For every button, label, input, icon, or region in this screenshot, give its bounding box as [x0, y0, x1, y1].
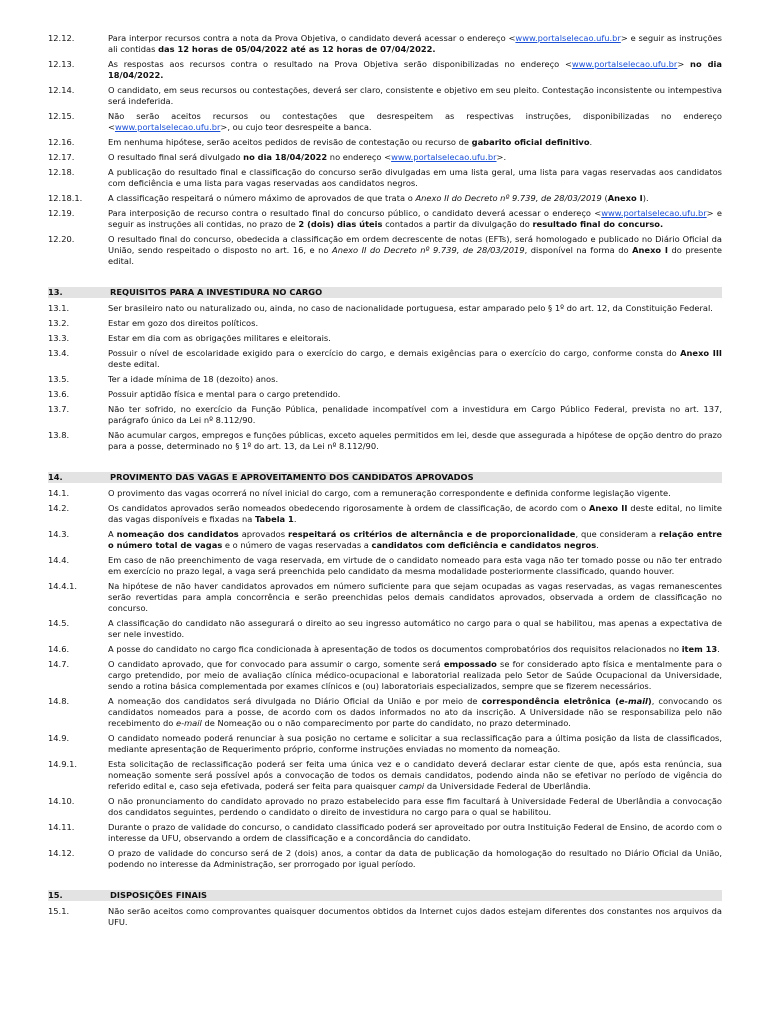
bold-text: 2 (dois) dias úteis: [298, 219, 383, 229]
clause-number: 12.18.: [48, 167, 75, 177]
clause-number: 13.4.: [48, 348, 70, 358]
clause-text: [108, 488, 722, 499]
portal-link[interactable]: www.portalselecao.ufu.br: [571, 59, 678, 69]
section-number: 13.: [48, 287, 63, 297]
bold-text: Anexo I: [607, 193, 643, 203]
clause-number: 14.3.: [48, 529, 70, 539]
bold-text: empossado: [443, 659, 497, 669]
clause-number: 12.14.: [48, 85, 75, 95]
text-run: contados a partir da divulgação do: [382, 219, 533, 229]
text-run: Não ter sofrido, no exercício da Função Pública, penalidade incompatível com a investidura em Cargo Público Federal, prevista no art. 137, parágrafo único da Lei nº 8.112/90.: [108, 404, 722, 425]
text-run: e o número de vagas reservadas a: [222, 540, 372, 550]
text-run: O candidato, em seus recursos ou contestações, deverá ser claro, consistente e objetivo em seu pleito. Contestação inconsistente ou intempestiva será indeferida.: [108, 85, 722, 106]
text-run: , convocando os candidatos nomeados para a posse, de acordo com os dados informados no ato da inscrição. A Universidade não se responsabiliza pelo não recebimento do: [108, 696, 722, 728]
clause-text: [108, 759, 722, 792]
clause-text: [108, 848, 722, 870]
text-run: deste edital.: [108, 359, 160, 369]
section-13-heading: [48, 287, 722, 298]
text-run: .: [293, 514, 297, 524]
clause-13-4: [48, 348, 722, 370]
clause-14-4-1: [48, 581, 722, 614]
text-run: , que consideram a: [575, 529, 660, 539]
text-run: do presente edital.: [108, 245, 723, 266]
section-number: 15.: [48, 890, 63, 900]
text-run: A: [108, 529, 117, 539]
text-run: Esta solicitação de reclassificação poderá ser feita uma única vez e o candidato deverá declarar estar ciente de que, após esta renúncia, sua nomeação somente será possível após a convocação de todos os demais candidatos, podendo ainda não se efetivar no período de vigência do referido edital e, caso seja efetivada, poderá ser feita para quaisquer: [108, 759, 722, 791]
clause-text: [108, 529, 722, 551]
text-run: O não pronunciamento do candidato aprovado no prazo estabelecido para esse fim facultará à Universidade Federal de Uberlândia a convocação dos candidatos seguintes, perdendo o candidato o direito de investidura no cargo para o qual se habilitou.: [108, 796, 722, 817]
clause-text: [108, 618, 722, 640]
clause-number: 13.7.: [48, 404, 70, 414]
clause-text: [108, 796, 722, 818]
clause-14-3: [48, 529, 722, 551]
clause-12-15: [48, 111, 722, 133]
text-run: Durante o prazo de validade do concurso, o candidato classificado poderá ser aproveitado por outra Instituição Federal de Ensino, de acordo com o interesse da UFU, observando a ordem de classificação e a concordância do candidato.: [108, 822, 722, 843]
clause-14-1: [48, 488, 722, 499]
clause-14-8: [48, 696, 722, 729]
clause-14-7: [48, 659, 722, 692]
bold-text: item 13: [681, 644, 718, 654]
portal-link[interactable]: www.portalselecao.ufu.br: [601, 208, 707, 218]
clause-text: [108, 33, 722, 55]
clause-13-8: [48, 430, 722, 452]
text-run: >, ou cujo teor desrespeite a banca.: [220, 122, 372, 132]
clause-text: [108, 581, 722, 614]
text-run: da Universidade Federal de Uberlândia.: [424, 781, 591, 791]
text-run: .: [717, 644, 720, 654]
clause-14-9: [48, 733, 722, 755]
text-run: Para interpor recursos contra a nota da Prova Objetiva, o candidato deverá acessar o endereço <: [108, 33, 516, 43]
section-15-heading: [48, 890, 722, 901]
clause-number: 14.9.: [48, 733, 70, 743]
text-run: O resultado final será divulgado: [108, 152, 244, 162]
clause-number: 14.10.: [48, 796, 75, 806]
clause-text: [108, 208, 722, 230]
text-run: A classificação do candidato não assegurará o direito ao seu ingresso automático no cargo para o qual se habilitou, mas apenas a expectativa de ser nele investido.: [108, 618, 722, 639]
clause-number: 14.4.1.: [48, 581, 78, 591]
text-run: A posse do candidato no cargo fica condicionada à apresentação de todos os documentos comprobatórios dos requisitos relacionados no: [108, 644, 682, 654]
text-run: Não acumular cargos, empregos e funções públicas, exceto aqueles permitidos em lei, desde que assegurada a hipótese de opção dentro do prazo para a posse, determinado no § 1º do art. 13, da Lei nº 8.112/90.: [108, 430, 722, 451]
section-14-items: [48, 488, 722, 870]
clause-number: 13.3.: [48, 333, 70, 343]
clause-13-3: [48, 333, 722, 344]
clause-number: 14.1.: [48, 488, 70, 498]
text-run: , disponível na forma do: [524, 245, 633, 255]
text-run: > e seguir as instruções ali contidas, no prazo de: [108, 208, 722, 229]
text-run: Não serão aceitos como comprovantes quaisquer documentos obtidos da Internet cujos dados estejam diferentes dos constantes nos arquivos da UFU.: [108, 906, 722, 927]
clause-13-6: [48, 389, 722, 400]
clause-14-4: [48, 555, 722, 577]
section-number: 14.: [48, 472, 63, 482]
text-run: O candidato nomeado poderá renunciar à sua posição no certame e solicitar a sua reclassificação para a última posição da lista de classificados, mediante apresentação de Requerimento próprio, conforme instruções enviadas no momento da nomeação.: [108, 733, 722, 754]
clause-text: [108, 503, 722, 525]
clause-number: 12.19.: [48, 208, 75, 218]
text-run: Estar em dia com as obrigações militares e eleitorais.: [108, 333, 331, 343]
clause-number: 12.18.1.: [48, 193, 83, 203]
clause-text: [108, 374, 722, 385]
clause-number: 12.12.: [48, 33, 75, 43]
clause-15-1: [48, 906, 722, 928]
clause-number: 14.5.: [48, 618, 70, 628]
clause-text: [108, 167, 722, 189]
clause-text: [108, 234, 722, 267]
bold-text: das 12 horas de 05/04/2022 até as 12 horas de 07/04/2022.: [158, 44, 436, 54]
clause-number: 13.8.: [48, 430, 70, 440]
clause-number: 14.6.: [48, 644, 70, 654]
clause-text: [108, 59, 722, 81]
bold-italic-text: e-mail: [618, 696, 648, 706]
clause-number: 12.20.: [48, 234, 75, 244]
clause-number: 15.1.: [48, 906, 70, 916]
text-run: Em nenhuma hipótese, serão aceitos pedidos de revisão de contestação ou recurso de: [108, 137, 472, 147]
clause-text: [108, 822, 722, 844]
text-run: > e seguir as instruções ali contidas: [108, 33, 722, 54]
clause-number: 14.12.: [48, 848, 75, 858]
clause-number: 14.9.1.: [48, 759, 78, 769]
text-run: .: [589, 137, 593, 147]
clause-14-6: [48, 644, 722, 655]
bold-text: no dia 18/04/2022: [243, 152, 328, 162]
text-run: O resultado final do concurso, obedecida a classificação em ordem decrescente de notas (EFTs), será homologado e publicado no Diário Oficial da União, sendo respeitado o disposto no art. 16, e no: [108, 234, 722, 255]
bold-text: nomeação dos candidatos: [116, 529, 239, 539]
clause-13-5: [48, 374, 722, 385]
bold-text: Anexo II: [589, 503, 628, 513]
bold-text: candidatos com deficiência e candidatos negros: [371, 540, 597, 550]
bold-text: respeitará os critérios de alternância e de proporcionalidade: [288, 529, 576, 539]
clause-text: [108, 404, 722, 426]
portal-link[interactable]: www.portalselecao.ufu.br: [114, 122, 221, 132]
text-run: >: [677, 59, 691, 69]
clause-text: [108, 303, 722, 314]
italic-text: campi: [398, 781, 425, 791]
clause-14-2: [48, 503, 722, 525]
portal-link[interactable]: www.portalselecao.ufu.br: [391, 152, 497, 162]
clause-text: [108, 659, 722, 692]
clause-12-20: [48, 234, 722, 267]
text-run: >.: [496, 152, 507, 162]
clause-14-12: [48, 848, 722, 870]
clause-number: 14.8.: [48, 696, 70, 706]
clause-text: [108, 111, 722, 133]
clause-number: 13.1.: [48, 303, 70, 313]
clause-12-16: [48, 137, 722, 148]
text-run: O provimento das vagas ocorrerá no nível inicial do cargo, com a remuneração correspondente e definida conforme legislação vigente.: [108, 488, 671, 498]
clause-text: [108, 137, 722, 148]
bold-text: correspondência eletrônica (: [481, 696, 619, 706]
clause-number: 14.7.: [48, 659, 70, 669]
section-title: DISPOSIÇÕES FINAIS: [110, 890, 208, 900]
clause-text: [108, 389, 722, 400]
text-run: A nomeação dos candidatos será divulgada no Diário Oficial da União e por meio de: [108, 696, 482, 706]
clause-number: 14.11.: [48, 822, 75, 832]
section-12-items: [48, 33, 722, 267]
clause-text: [108, 696, 722, 729]
clause-number: 12.16.: [48, 137, 75, 147]
clause-text: [108, 193, 722, 204]
clause-12-14: [48, 85, 722, 107]
text-run: Estar em gozo dos direitos políticos.: [108, 318, 259, 328]
italic-text: Anexo II do Decreto nº 9.739, de 28/03/2019: [415, 193, 602, 203]
clause-number: 12.13.: [48, 59, 75, 69]
text-run: de Nomeação ou o não comparecimento por parte do candidato, no prazo determinado.: [201, 718, 571, 728]
clause-number: 14.2.: [48, 503, 70, 513]
clause-14-9-1: [48, 759, 722, 792]
clause-text: [108, 348, 722, 370]
clause-text: [108, 430, 722, 452]
clause-14-10: [48, 796, 722, 818]
bold-text: Tabela 1: [254, 514, 294, 524]
text-run: A publicação do resultado final e classificação do concurso serão divulgadas em uma lista geral, uma lista para vagas reservadas aos candidatos com deficiência e uma lista para vagas reservadas aos candidatos negros.: [108, 167, 722, 188]
section-14-heading: [48, 472, 722, 483]
bold-text: gabarito oficial definitivo: [471, 137, 590, 147]
bold-text: relação entre o número total de vagas: [108, 529, 722, 550]
clause-12-18-1: [48, 193, 722, 204]
text-run: Em caso de não preenchimento de vaga reservada, em virtude de o candidato nomeado para esta vaga não ter tomado posse ou não ter entrado em exercício no prazo legal, a vaga será preenchida pelo candidato da mesma modalidade posteriormente classificado, quando houver.: [108, 555, 722, 576]
clause-14-11: [48, 822, 722, 844]
clause-12-17: [48, 152, 722, 163]
clause-number: 13.2.: [48, 318, 70, 328]
bold-text: resultado final do concurso.: [532, 219, 664, 229]
clause-number: 12.17.: [48, 152, 75, 162]
portal-link[interactable]: www.portalselecao.ufu.br: [515, 33, 621, 43]
text-run: Possuir o nível de escolaridade exigido para o exercício do cargo, e demais exigências para o exercício do cargo, conforme consta do: [108, 348, 681, 358]
clause-12-18: [48, 167, 722, 189]
text-run: Ser brasileiro nato ou naturalizado ou, ainda, no caso de nacionalidade portuguesa, estar amparado pelo § 1º do art. 12, da Constituição Federal.: [108, 303, 713, 313]
text-run: (: [601, 193, 608, 203]
italic-text: e-mail: [175, 718, 202, 728]
clause-13-1: [48, 303, 722, 314]
clause-number: 13.5.: [48, 374, 70, 384]
clause-12-19: [48, 208, 722, 230]
clause-13-7: [48, 404, 722, 426]
section-title: PROVIMENTO DAS VAGAS E APROVEITAMENTO DOS CANDIDATOS APROVADOS: [110, 472, 474, 482]
bold-text: Anexo I: [632, 245, 668, 255]
clause-13-2: [48, 318, 722, 329]
clause-14-5: [48, 618, 722, 640]
section-title: REQUISITOS PARA A INVESTIDURA NO CARGO: [110, 287, 323, 297]
section-13-items: [48, 303, 722, 452]
text-run: As respostas aos recursos contra o resultado na Prova Objetiva serão disponibilizadas no endereço <: [108, 59, 572, 69]
text-run: Na hipótese de não haver candidatos aprovados em número suficiente para que sejam ocupadas as vagas reservadas, as vagas remanescentes serão revertidas para ampla concorrência e serão preenchidas pelos demais candidatos aprovados, observada a ordem de classificação no concurso.: [108, 581, 722, 613]
text-run: no endereço <: [327, 152, 392, 162]
clause-text: [108, 333, 722, 344]
clause-number: 13.6.: [48, 389, 70, 399]
clause-text: [108, 644, 722, 655]
clause-text: [108, 318, 722, 329]
clause-text: [108, 906, 722, 928]
text-run: Para interposição de recurso contra o resultado final do concurso público, o candidato deverá acessar o endereço <: [108, 208, 602, 218]
text-run: se for considerado apto física e mentalmente para o cargo pretendido, por meio de avaliação clínica médico-ocupacional e laboratorial realizada pelo Setor de Saúde Ocupacional da Universidade, sendo a rotina básica complementada por exames clínicos e (ou) laboratoriais especializados, sempre que se fizerem necessários.: [108, 659, 722, 691]
text-run: O prazo de validade do concurso será de 2 (dois) anos, a contar da data de publicação da homologação do resultado no Diário Oficial da União, podendo no interesse da Administração, ser prorrogado por igual período.: [108, 848, 722, 869]
text-run: Não serão aceitos recursos ou contestações que desrespeitem as respectivas instruções, disponibilizadas no endereço <: [108, 111, 722, 132]
text-run: A classificação respeitará o número máximo de aprovados de que trata o: [108, 193, 416, 203]
clause-number: 12.15.: [48, 111, 75, 121]
text-run: Ter a idade mínima de 18 (dezoito) anos.: [108, 374, 279, 384]
italic-text: Anexo II do Decreto nº 9.739, de 28/03/2019: [332, 245, 525, 255]
section-15-items: [48, 906, 722, 928]
bold-text: no dia 18/04/2022.: [108, 59, 722, 80]
text-run: Os candidatos aprovados serão nomeados obedecendo rigorosamente à ordem de classificação, de acordo com o: [108, 503, 589, 513]
clause-text: [108, 152, 722, 163]
clause-12-12: [48, 33, 722, 55]
text-run: ).: [642, 193, 649, 203]
clause-12-13: [48, 59, 722, 81]
text-run: .: [596, 540, 599, 550]
clause-text: [108, 555, 722, 577]
clause-text: [108, 85, 722, 107]
bold-text: ): [647, 696, 652, 706]
text-run: aprovados: [238, 529, 288, 539]
text-run: O candidato aprovado, que for convocado para assumir o cargo, somente será: [108, 659, 444, 669]
clause-text: [108, 733, 722, 755]
bold-text: Anexo III: [680, 348, 722, 358]
text-run: Possuir aptidão física e mental para o cargo pretendido.: [108, 389, 341, 399]
clause-number: 14.4.: [48, 555, 70, 565]
text-run: deste edital, no limite das vagas disponíveis e fixadas na: [108, 503, 722, 524]
